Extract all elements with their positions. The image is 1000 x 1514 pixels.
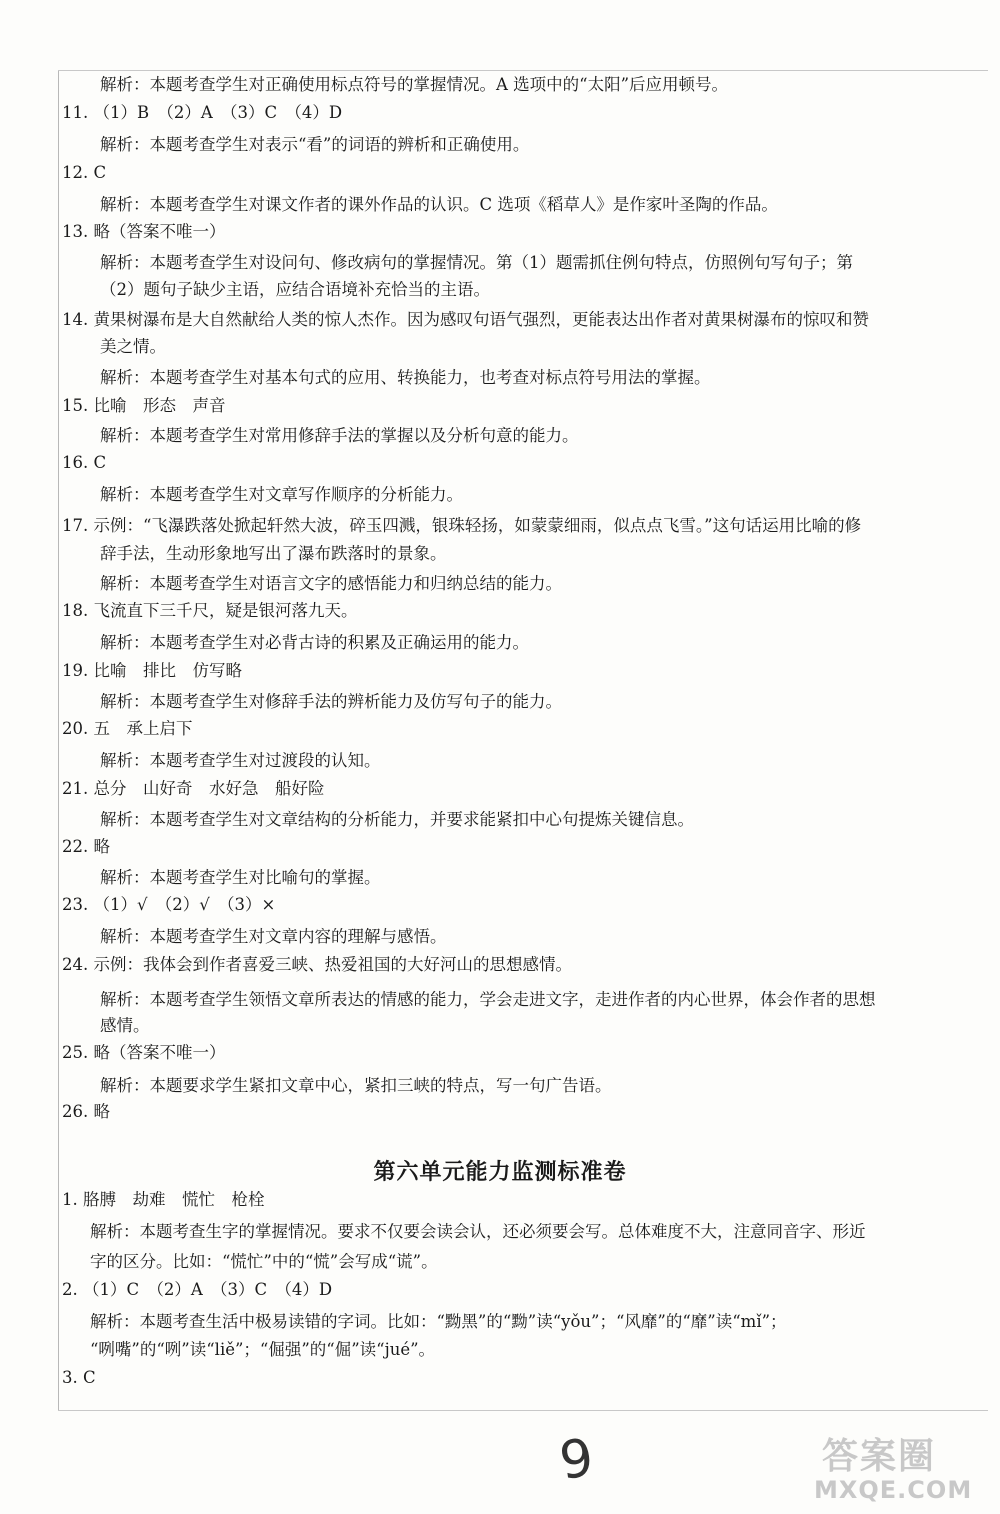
answer-line: 21. 总分 山好奇 水好急 船好险 — [62, 779, 325, 798]
page-frame-left-border — [58, 70, 59, 1410]
watermark-url: MXQE.COM — [814, 1476, 973, 1504]
answer-line: 解析：本题考查学生对表示“看”的词语的辨析和正确使用。 — [100, 135, 530, 154]
page-frame-bottom-border — [58, 1410, 988, 1411]
answer-line: 字的区分。比如：“慌忙”中的“慌”会写成“谎”。 — [90, 1252, 438, 1271]
answer-line: 17. 示例：“飞瀑跌落处掀起轩然大波，碎玉四溅，银珠轻扬，如蒙蒙细雨，似点点飞雪。”这句话运用比喻的修 — [62, 516, 862, 535]
answer-line: 解析：本题考查学生领悟文章所表达的情感的能力，学会走进文字，走进作者的内心世界，体会作者的思想 — [100, 990, 876, 1009]
answer-line: 2. （1）C （2）A （3）C （4）D — [62, 1280, 333, 1299]
answer-line: 解析：本题考查学生对过渡段的认知。 — [100, 751, 381, 770]
answer-line: 解析：本题考查生活中极易读错的字词。比如：“黝黑”的“黝”读“yǒu”；“风靡”的“靡”读“mǐ”； — [90, 1312, 787, 1331]
answer-line: 解析：本题考查学生对文章写作顺序的分析能力。 — [100, 485, 463, 504]
answer-line: 美之情。 — [100, 337, 166, 356]
answer-line: 解析：本题考查学生对比喻句的掌握。 — [100, 868, 381, 887]
answer-line: 23. （1）√ （2）√ （3）× — [62, 895, 276, 914]
answer-line: 解析：本题考查学生对语言文字的感悟能力和归纳总结的能力。 — [100, 574, 562, 593]
watermark-text: 答案圈 — [822, 1436, 937, 1477]
watermark-logo — [812, 1428, 992, 1508]
answer-line: 13. 略（答案不唯一） — [62, 222, 226, 241]
answer-line: 19. 比喻 排比 仿写略 — [62, 661, 242, 680]
answer-line: 解析：本题考查学生对常用修辞手法的掌握以及分析句意的能力。 — [100, 426, 579, 445]
answer-line: 11. （1）B （2）A （3）C （4）D — [62, 103, 343, 122]
answer-line: 16. C — [62, 453, 107, 472]
answer-line: 解析：本题考查学生对设问句、修改病句的掌握情况。第（1）题需抓住例句特点，仿照例句写句子；第 — [100, 253, 853, 272]
page-number: 9 — [555, 1427, 598, 1493]
answer-line: 20. 五 承上启下 — [62, 719, 193, 738]
answer-line: 解析：本题要求学生紧扣文章中心，紧扣三峡的特点，写一句广告语。 — [100, 1076, 612, 1095]
answer-line: 解析：本题考查学生对文章结构的分析能力，并要求能紧扣中心句提炼关键信息。 — [100, 810, 694, 829]
answer-line: “咧嘴”的“咧”读“liě”；“倔强”的“倔”读“jué”。 — [90, 1340, 436, 1359]
answer-line: 3. C — [62, 1368, 96, 1387]
section-title: 第六单元能力监测标准卷 — [373, 1160, 627, 1185]
answer-line: 解析：本题考查学生对正确使用标点符号的掌握情况。A 选项中的“太阳”后应用顿号。 — [100, 75, 729, 94]
answer-line: 解析：本题考查学生对修辞手法的辨析能力及仿写句子的能力。 — [100, 692, 562, 711]
answer-line: 解析：本题考查学生对文章内容的理解与感悟。 — [100, 927, 447, 946]
answer-line: （2）题句子缺少主语，应结合语境补充恰当的主语。 — [100, 280, 490, 299]
answer-line: 解析：本题考查学生对必背古诗的积累及正确运用的能力。 — [100, 633, 529, 652]
answer-line: 解析：本题考查生字的掌握情况。要求不仅要会读会认，还必须要会写。总体难度不大，注意同音字、形近 — [90, 1222, 866, 1241]
page-frame-top-border — [58, 70, 988, 71]
answer-line: 1. 胳膊 劫难 慌忙 枪栓 — [62, 1190, 265, 1209]
answer-line: 25. 略（答案不唯一） — [62, 1043, 226, 1062]
answer-line: 26. 略 — [62, 1102, 110, 1121]
answer-line: 22. 略 — [62, 837, 110, 856]
answer-line: 24. 示例：我体会到作者喜爱三峡、热爱祖国的大好河山的思想感情。 — [62, 955, 572, 974]
answer-line: 感情。 — [100, 1016, 150, 1035]
answer-line: 12. C — [62, 163, 107, 182]
answer-line: 15. 比喻 形态 声音 — [62, 396, 226, 415]
answer-line: 14. 黄果树瀑布是大自然献给人类的惊人杰作。因为感叹句语气强烈，更能表达出作者对黄果树瀑布的惊叹和赞 — [62, 310, 869, 329]
answer-line: 解析：本题考查学生对课文作者的课外作品的认识。C 选项《稻草人》是作家叶圣陶的作品。 — [100, 195, 778, 214]
answer-line: 辞手法，生动形象地写出了瀑布跌落时的景象。 — [100, 544, 447, 563]
answer-line: 18. 飞流直下三千尺，疑是银河落九天。 — [62, 601, 358, 620]
answer-line: 解析：本题考查学生对基本句式的应用、转换能力，也考查对标点符号用法的掌握。 — [100, 368, 711, 387]
